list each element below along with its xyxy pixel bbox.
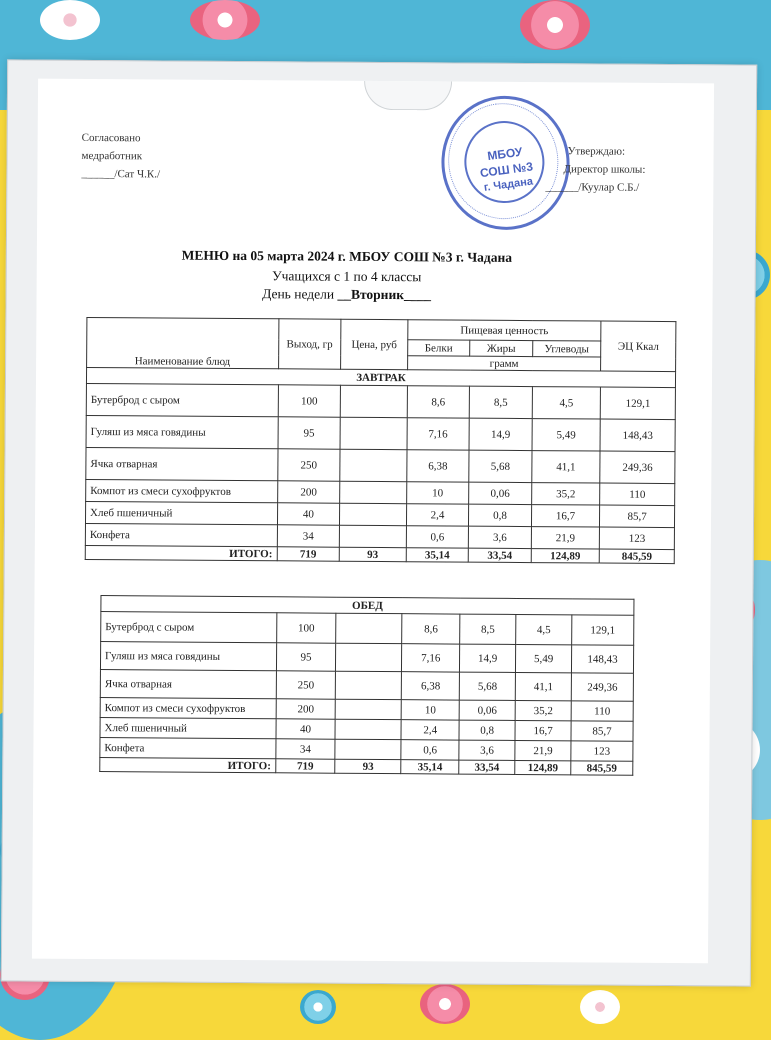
flower-decoration [300,990,336,1024]
total-carbs: 124,89 [515,760,571,774]
header-output: Выход, гр [278,319,341,369]
cell-kcal: 148,43 [600,419,675,452]
flower-decoration [520,0,590,50]
cell-price [335,719,401,739]
cell-carbs: 21,9 [531,527,600,549]
cell-kcal: 123 [571,741,633,761]
cell-output: 95 [278,417,341,449]
cell-name: Ячка отварная [86,447,278,480]
cell-price [340,503,407,525]
total-protein: 35,14 [401,760,459,774]
cell-output: 34 [277,525,340,547]
cell-price [340,449,407,481]
cell-carbs: 16,7 [515,720,571,740]
table-row [100,670,633,702]
cell-kcal: 249,36 [571,673,633,701]
cell-fat: 0,06 [469,482,532,504]
header-unit: грамм [407,356,601,371]
cell-fat: 14,9 [460,644,516,672]
cell-fat: 8,5 [460,614,516,644]
cell-name: Хлеб пшеничный [100,718,276,739]
total-kcal: 845,59 [571,761,633,775]
plastic-sleeve [1,59,757,986]
total-fat: 33,54 [468,548,531,562]
total-fat: 33,54 [459,760,515,774]
table-row [101,612,634,646]
cell-protein: 2,4 [406,504,469,526]
approve-signature: ______/Куулар С.Б./ [545,181,640,194]
cell-output: 250 [277,449,340,481]
cell-output: 200 [277,481,340,503]
approve-role: Директор школы: [563,163,646,176]
total-label: ИТОГО: [85,545,277,560]
cell-kcal: 129,1 [572,615,634,645]
cell-price [340,385,407,417]
sleeve-notch [364,81,452,111]
cell-fat: 0,8 [459,720,515,740]
day-label: День недели [262,286,338,302]
stamp-text: СОШ №3 [479,159,534,181]
cell-carbs: 35,2 [515,700,571,720]
table-row [86,447,675,483]
cell-name: Ячка отварная [100,670,276,699]
cell-output: 250 [276,671,336,699]
cell-price [335,739,401,759]
cell-carbs: 41,1 [515,672,571,700]
stamp-text: г. Чадана [483,175,534,194]
header-protein: Белки [407,340,470,356]
total-output: 719 [277,547,340,561]
cell-name: Компот из смеси сухофруктов [86,479,278,502]
cell-carbs: 35,2 [531,483,600,505]
cell-kcal: 85,7 [600,505,675,528]
cell-output: 40 [277,503,340,525]
table-row [86,383,675,419]
agreed-role: медработник [81,149,143,163]
total-price: 93 [335,759,401,773]
total-label: ИТОГО: [100,758,276,773]
cell-price [336,699,402,719]
breakfast-table [85,317,677,564]
cell-price [336,613,402,643]
cell-fat: 5,68 [469,450,532,482]
header-kcal: ЭЦ Ккал [601,321,676,372]
cell-protein: 0,6 [406,526,469,548]
cell-carbs: 5,49 [532,419,601,451]
header-price: Цена, руб [341,319,408,369]
agreed-block [81,129,160,184]
menu-title: МЕНЮ на 05 марта 2024 г. МБОУ СОШ №3 г. Чадана [181,247,513,265]
day-line [37,285,657,305]
cell-output: 40 [276,719,336,739]
total-price: 93 [339,547,406,561]
flower-decoration [420,984,470,1024]
lunch-section-title: ОБЕД [101,596,634,616]
cell-protein: 7,16 [402,644,460,672]
cell-protein: 0,6 [401,740,459,760]
total-carbs: 124,89 [531,549,600,563]
flower-decoration [40,0,100,40]
total-protein: 35,14 [406,548,469,562]
flower-decoration [190,0,260,40]
cell-fat: 14,9 [469,418,532,450]
cell-price [336,671,402,699]
agreed-signature: ______/Сат Ч.К./ [81,167,161,181]
cell-protein: 8,6 [407,386,470,418]
table-row [100,642,633,674]
header-fat: Жиры [470,340,533,356]
cell-carbs: 41,1 [532,451,601,483]
lunch-table [99,595,634,776]
cell-protein: 6,38 [402,672,460,700]
approve-block [545,142,646,197]
cell-kcal: 148,43 [571,645,633,673]
day-value: __Вторник____ [337,286,432,303]
cell-kcal: 85,7 [571,721,633,741]
cell-carbs: 4,5 [532,387,601,419]
total-row [100,758,633,776]
breakfast-section-title: ЗАВТРАК [86,367,675,387]
cell-protein: 8,6 [402,614,460,644]
cell-price [340,481,407,503]
menu-sheet [32,79,714,964]
cell-output: 95 [276,643,336,671]
cell-protein: 6,38 [406,450,469,482]
cell-carbs: 21,9 [515,740,571,760]
total-output: 719 [275,759,335,773]
agreed-label: Согласовано [81,131,141,145]
cell-fat: 0,06 [459,700,515,720]
cell-name: Компот из смеси сухофруктов [100,698,276,719]
header-name: Наименование блюд [87,317,279,368]
cell-protein: 7,16 [407,418,470,450]
cell-name: Конфета [85,523,277,546]
students-line: Учащихся с 1 по 4 классы [272,268,422,285]
cell-carbs: 4,5 [516,614,572,644]
cell-output: 100 [276,613,336,643]
cell-protein: 2,4 [401,720,459,740]
cell-kcal: 110 [571,701,633,721]
cell-name: Гуляш из мяса говядины [100,642,276,671]
total-kcal: 845,59 [600,549,675,564]
cell-fat: 3,6 [469,526,532,548]
cell-name: Конфета [100,738,276,759]
cell-output: 34 [275,739,335,759]
approve-label: Утверждаю: [567,145,626,158]
cell-output: 100 [278,385,341,417]
cell-fat: 5,68 [459,672,515,700]
cell-price [336,643,402,671]
cell-carbs: 5,49 [516,644,572,672]
total-row [85,545,674,563]
header-carbs: Углеводы [532,341,601,357]
cell-name: Бутерброд с сыром [86,383,278,416]
cell-price [340,417,407,449]
cell-carbs: 16,7 [531,505,600,527]
cell-kcal: 249,36 [600,451,675,484]
cell-fat: 0,8 [469,504,532,526]
cell-fat: 8,5 [469,386,532,418]
cell-name: Гуляш из мяса говядины [86,415,278,448]
header-nutrition: Пищевая ценность [407,320,601,341]
cell-name: Хлеб пшеничный [85,501,277,524]
flower-decoration [580,990,620,1024]
cell-kcal: 110 [600,483,675,506]
table-row [86,415,675,451]
stamp-text: МБОУ [486,144,524,164]
cell-name: Бутерброд с сыром [101,612,277,643]
cell-protein: 10 [401,700,459,720]
cell-fat: 3,6 [459,740,515,760]
cell-kcal: 129,1 [601,387,676,420]
cell-price [339,525,406,547]
cell-output: 200 [276,699,336,719]
cell-kcal: 123 [600,527,675,550]
cell-protein: 10 [406,482,469,504]
